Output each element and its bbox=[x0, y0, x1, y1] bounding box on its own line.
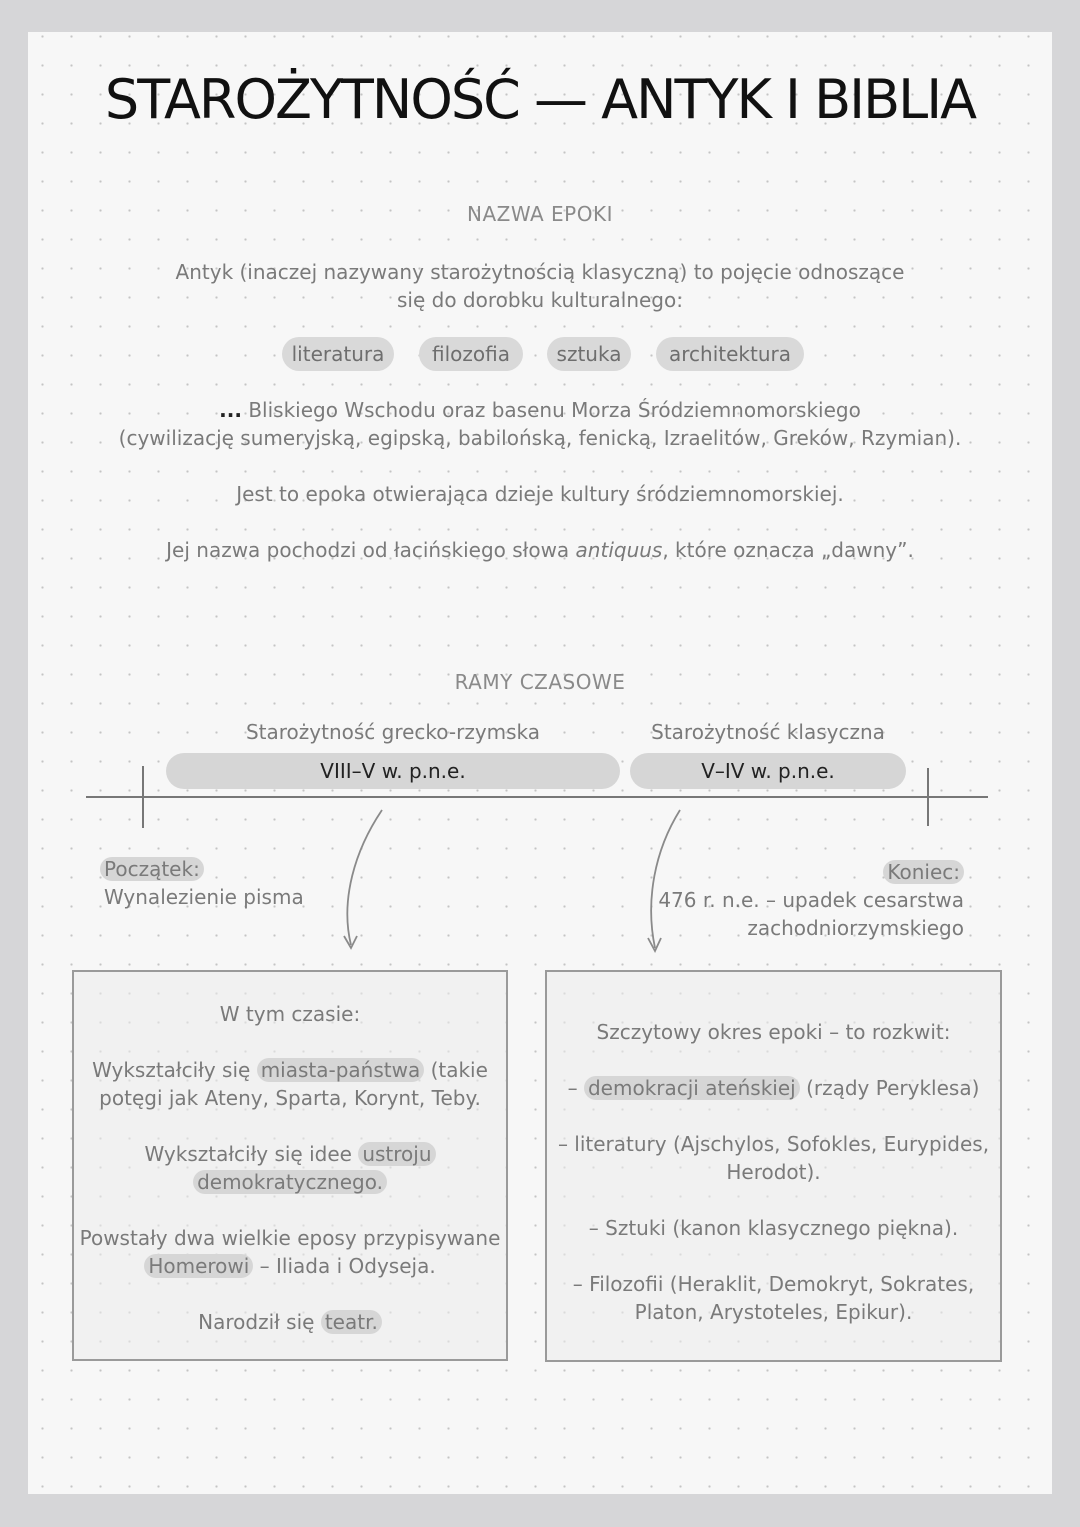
era2-range-pill: V–IV w. p.n.e. bbox=[630, 753, 906, 789]
intro-paragraph: Antyk (inaczej nazywany starożytnością klasyczną) to pojęcie odnoszące się do dorobku kulturalnego: bbox=[175, 260, 905, 312]
hl-teatr: teatr. bbox=[321, 1310, 382, 1334]
era1-label: Starożytność grecko-rzymska bbox=[245, 720, 541, 744]
left-p3: Wykształciły się idee ustroju demokratycznego. bbox=[74, 1140, 506, 1196]
era1-range-pill: VIII–V w. p.n.e. bbox=[166, 753, 620, 789]
paragraph-epoka: Jest to epoka otwierająca dzieje kultury śródziemnomorskiej. bbox=[236, 482, 844, 506]
left-p5: Narodził się teatr. bbox=[74, 1308, 506, 1336]
end-line-1: 476 r. n.e. – upadek cesarstwa bbox=[658, 888, 964, 912]
wschod-text: Bliskiego Wschodu oraz basenu Morza Śródziemnomorskiego bbox=[248, 398, 861, 422]
left-p4: Powstały dwa wielkie eposy przypisywane Homerowi – Iliada i Odyseja. bbox=[79, 1226, 501, 1278]
tag-literatura: literatura bbox=[282, 337, 394, 371]
right-p1: Szczytowy okres epoki – to rozkwit: bbox=[596, 1020, 951, 1044]
start-block bbox=[100, 855, 304, 911]
hl-miasta-panstwa: miasta-państwa bbox=[257, 1058, 425, 1082]
end-line-2: zachodniorzymskiego bbox=[747, 916, 964, 940]
tag-sztuka: sztuka bbox=[547, 337, 631, 371]
para3-italic: antiquus bbox=[575, 538, 663, 562]
right-p3: – literatury (Ajschylos, Sofokles, Eurypides, Herodot). bbox=[557, 1132, 990, 1184]
right-p5: – Filozofii (Heraklit, Demokryt, Sokrates, Platon, Arystoteles, Epikur). bbox=[572, 1272, 975, 1324]
ellipsis: ... bbox=[219, 398, 242, 422]
box-classical bbox=[545, 970, 1002, 1362]
era2-label: Starożytność klasyczna bbox=[651, 720, 885, 744]
page-title: STAROŻYTNOŚĆ — ANTYK I BIBLIA bbox=[104, 68, 976, 131]
section-heading-nazwa-epoki: NAZWA EPOKI bbox=[466, 202, 614, 226]
tag-filozofia: filozofia bbox=[419, 337, 523, 371]
hl-demokratycznego: demokratycznego. bbox=[193, 1170, 387, 1194]
hl-demokracji-ateńskiej: demokracji ateńskiej bbox=[584, 1076, 800, 1100]
tag-architektura: architektura bbox=[656, 337, 804, 371]
end-label: Koniec: bbox=[883, 860, 964, 884]
para3-after: , które oznacza „dawny”. bbox=[662, 538, 914, 562]
wschod-line-2: (cywilizację sumeryjską, egipską, babilońską, fenicką, Izraelitów, Greków, Rzymian). bbox=[118, 426, 962, 450]
start-label: Początek: bbox=[100, 857, 204, 881]
left-p2: Wykształciły się miasta-państwa (takie potęgi jak Ateny, Sparta, Korynt, Teby. bbox=[92, 1058, 488, 1110]
right-p4: – Sztuki (kanon klasycznego piękna). bbox=[588, 1216, 959, 1240]
start-text: Wynalezienie pisma bbox=[104, 885, 304, 909]
hl-ustroju: ustroju bbox=[358, 1142, 435, 1166]
left-p1: W tym czasie: bbox=[219, 1002, 361, 1026]
arrow-left bbox=[347, 810, 382, 945]
hl-homerowi: Homerowi bbox=[144, 1254, 253, 1278]
end-block bbox=[658, 858, 964, 942]
section-heading-ramy-czasowe: RAMY CZASOWE bbox=[454, 670, 626, 694]
para3-before: Jej nazwa pochodzi od łacińskiego słowa bbox=[166, 538, 576, 562]
box-greco-roman bbox=[72, 970, 508, 1361]
right-p2: – demokracji ateńskiej (rządy Peryklesa) bbox=[567, 1076, 980, 1100]
